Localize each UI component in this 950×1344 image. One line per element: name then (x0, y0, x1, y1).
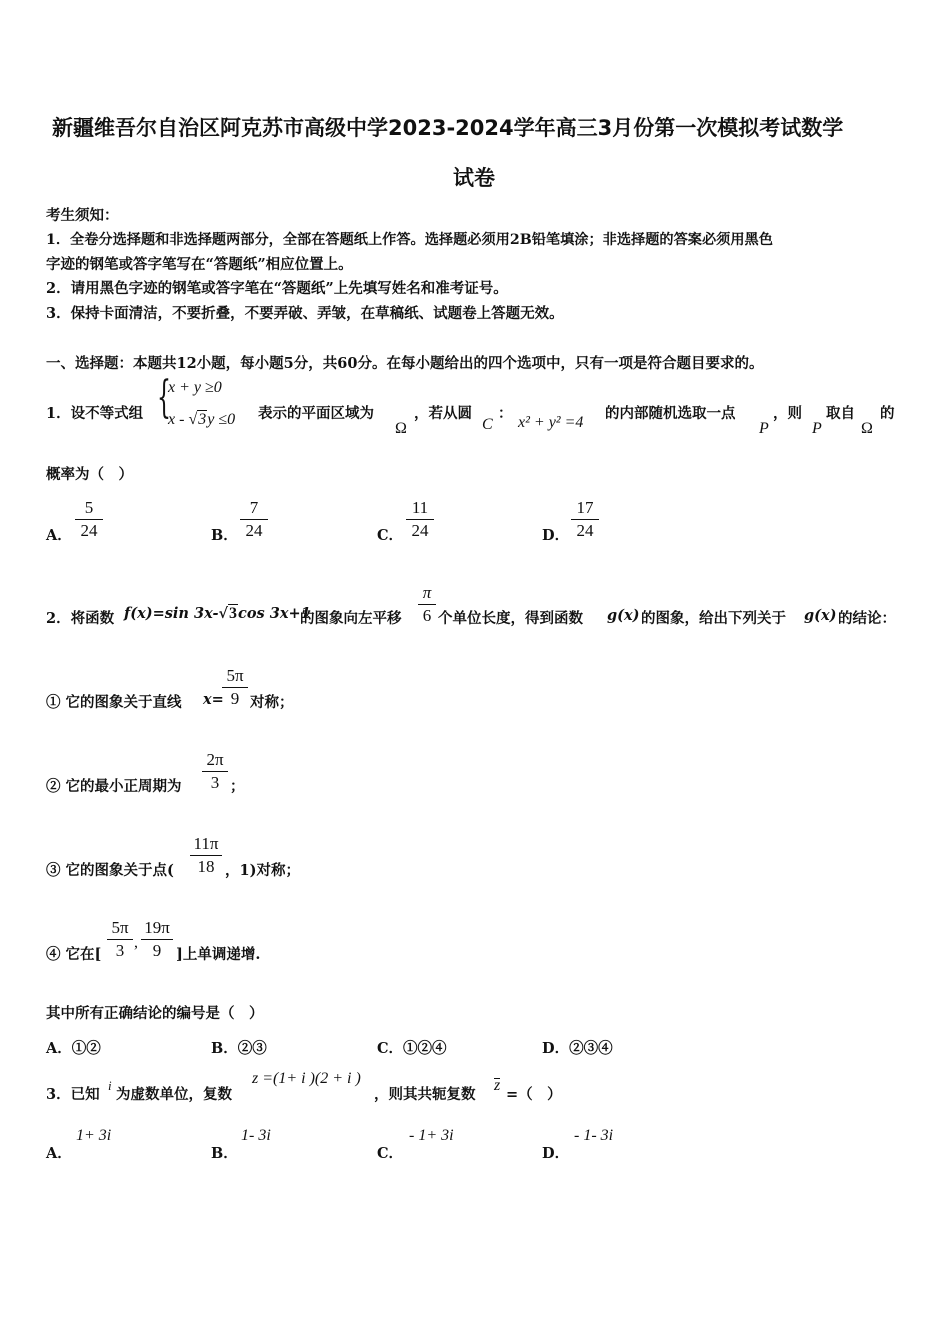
q3-option-a-value: 1+ 3i (76, 1127, 112, 1144)
q1-prefix: 1．设不等式组 (46, 405, 144, 422)
q1-point-p-1: P (759, 420, 769, 437)
q2-statement-1-prefix: ① 它的图象关于直线 (46, 694, 182, 711)
q2-g-function-1: g(x) (607, 607, 640, 624)
q2-text-units: 个单位长度，得到函数 (438, 610, 583, 627)
q2-statement-1-fraction: 5π 9 (221, 665, 249, 710)
q3-text-imag: 为虚数单位，复数 (116, 1086, 232, 1103)
q2-option-c: C．①②④ (377, 1040, 447, 1057)
q1-option-d-fraction: 17 24 (570, 497, 600, 542)
q2-prefix: 2．将函数 (46, 610, 115, 627)
q1-option-c-label: C． (377, 527, 404, 544)
q1-option-b-fraction: 7 24 (239, 497, 269, 542)
q2-statement-3-suffix: ，1)对称； (225, 862, 300, 879)
q2-text-graph: 的图象，给出下列关于 (641, 610, 786, 627)
q1-text-take: 取自 (826, 405, 855, 422)
q2-statement-2-fraction: 2π 3 (201, 749, 229, 794)
q2-statement-4-comma: , (134, 934, 138, 951)
q1-text-from-circle: ，若从圆 (414, 405, 472, 422)
q1-circle-equation: x² + y² =4 (518, 414, 584, 431)
q1-option-d-label: D． (542, 527, 570, 544)
q2-statement-2-suffix: ； (230, 778, 245, 795)
q2-statement-4-prefix: ④ 它在[ (46, 946, 102, 963)
q3-text-conjugate: ，则其共轭复数 (374, 1086, 476, 1103)
q2-statement-1-x: x= (203, 691, 224, 708)
q2-statement-4-fraction-2: 19π 9 (140, 917, 174, 962)
notice-item-2: 2．请用黑色字迹的钢笔或答字笔在“答题纸”上先填写姓名和准考证号。 (46, 280, 508, 297)
q1-text-then: ，则 (773, 405, 802, 422)
q2-shift-fraction: π 6 (417, 582, 437, 627)
q1-circle-name: C (482, 416, 493, 433)
q2-option-b: B．②③ (211, 1040, 267, 1057)
q1-option-b-label: B． (211, 527, 238, 544)
q1-inequality-2: x - √3y ≤0 (168, 411, 236, 428)
q3-option-c-label: C． (377, 1145, 404, 1162)
q1-point-p-2: P (812, 420, 822, 437)
q3-z-bar: z (494, 1077, 501, 1094)
q1-text-region: 表示的平面区域为 (258, 405, 374, 422)
q1-text-interior: 的内部随机选取一点 (605, 405, 736, 422)
exam-title-line2: 试卷 (453, 166, 495, 190)
q2-statement-3-fraction: 11π 18 (189, 833, 223, 878)
q1-omega-1: Ω (395, 420, 407, 437)
notice-item-3: 3．保持卡面清洁，不要折叠，不要弄破、弄皱，在草稿纸、试题卷上答题无效。 (46, 305, 564, 322)
q3-prefix: 3．已知 (46, 1086, 100, 1103)
q1-option-c-fraction: 11 24 (405, 497, 435, 542)
q3-option-d-label: D． (542, 1145, 570, 1162)
q2-statement-4-fraction-1: 5π 3 (106, 917, 134, 962)
q2-statement-4-suffix: ]上单调递增. (176, 946, 261, 963)
q2-statement-2-prefix: ② 它的最小正周期为 (46, 778, 182, 795)
q2-option-d: D．②③④ (542, 1040, 613, 1057)
q3-text-eq: =（ ） (506, 1086, 562, 1103)
notice-item-1b: 字迹的钢笔或答字笔写在“答题纸”相应位置上。 (46, 256, 353, 273)
q2-statement-1-suffix: 对称； (250, 694, 294, 711)
q2-option-a: A．①② (46, 1040, 101, 1057)
q3-complex-equation: z =(1+ i )(2 + i ) (252, 1070, 361, 1087)
q3-option-a-label: A． (46, 1145, 72, 1162)
q2-g-function-2: g(x) (804, 607, 837, 624)
q1-inequality-1: x + y ≥0 (168, 379, 222, 396)
q1-option-a-fraction: 5 24 (74, 497, 104, 542)
q1-line2: 概率为（ ） (46, 466, 133, 483)
notice-item-1a: 1．全卷分选择题和非选择题两部分，全部在答题纸上作答。选择题必须用2B铅笔填涂；非选择题的答案必须用黑色 (46, 232, 773, 248)
exam-title-line1: 新疆维吾尔自治区阿克苏市高级中学2023-2024学年高三3月份第一次模拟考试数学 (52, 116, 844, 140)
q3-option-d-value: - 1- 3i (574, 1127, 614, 1144)
q1-omega-2: Ω (861, 420, 873, 437)
q2-text-shift: 的图象向左平移 (300, 610, 402, 627)
q2-statement-3-prefix: ③ 它的图象关于点( (46, 862, 174, 879)
section-heading: 一、选择题：本题共12小题，每小题5分，共60分。在每小题给出的四个选项中，只有一项是符合题目要求的。 (46, 355, 764, 372)
q2-text-conclusion: 的结论： (838, 610, 896, 627)
q2-ask: 其中所有正确结论的编号是（ ） (46, 1005, 264, 1022)
q1-text-of: 的 (880, 405, 895, 422)
q2-function: f(x)=sin 3x-√3cos 3x+1 (124, 605, 311, 622)
q3-option-c-value: - 1+ 3i (409, 1127, 454, 1144)
q1-option-a-label: A． (46, 527, 72, 544)
q3-option-b-value: 1- 3i (241, 1127, 271, 1144)
q1-colon: ： (498, 405, 513, 422)
q3-option-b-label: B． (211, 1145, 238, 1162)
left-brace-symbol: { (157, 372, 171, 423)
notice-heading: 考生须知： (46, 207, 119, 224)
q3-imaginary-unit: i (108, 1078, 112, 1093)
